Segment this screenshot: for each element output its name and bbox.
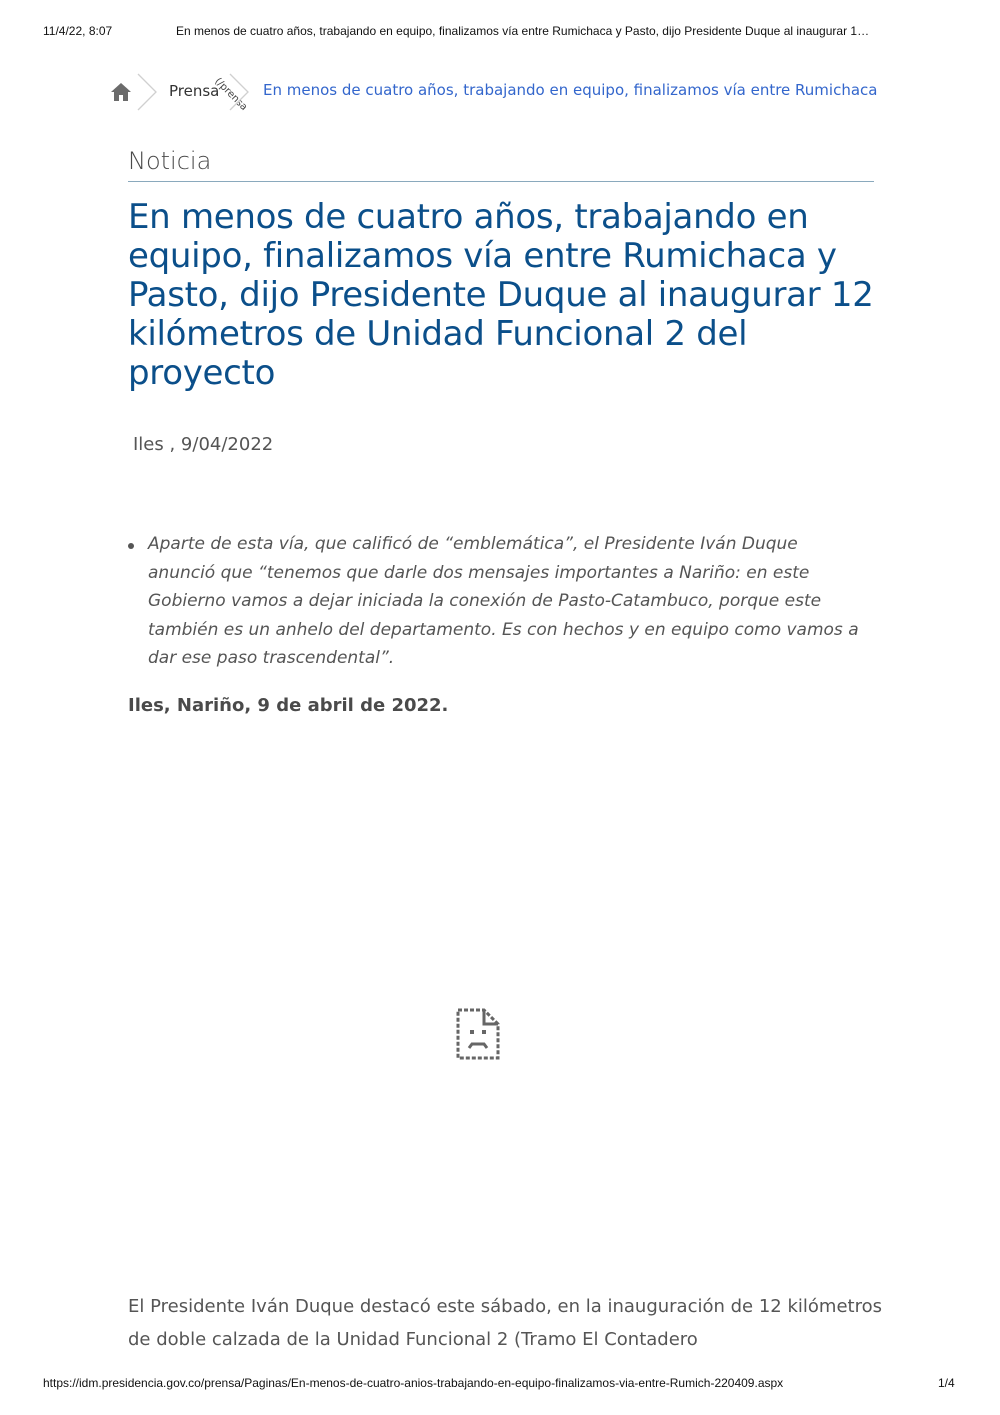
print-header — [0, 0, 1000, 44]
summary-item: Aparte de esta vía, que calificó de “emblemática”, el Presidente Iván Duque anunció que “tenemos que darle dos mensajes importantes a Nariño: en este Gobierno vamos a dejar iniciada la conexión de Pasto-Catambuco, porque este también es un anhelo del departamento. Es con hechos y en equipo como vamos a dar ese paso trascendental”. — [128, 530, 868, 673]
article-headline: En menos de cuatro años, trabajando en equipo, finalizamos vía entre Rumichaca y Pasto, dijo Presidente Duque al inaugurar 12 kilómetros de Unidad Funcional 2 del proyecto — [128, 197, 874, 393]
print-page-title: En menos de cuatro años, trabajando en equipo, finalizamos vía entre Rumichaca y Pasto, dijo Presidente Duque al inaugurar 1… — [176, 24, 870, 38]
breadcrumb-item-current[interactable]: En menos de cuatro años, trabajando en equipo, finalizamos vía entre Rumichaca — [263, 81, 878, 99]
breadcrumb-item-prensa[interactable]: Prensa — [169, 82, 220, 100]
print-page-number: 1/4 — [938, 1376, 955, 1390]
breadcrumb-link-fragment: (/prensa — [212, 76, 250, 114]
article-dateline: Iles, Nariño, 9 de abril de 2022. — [128, 695, 449, 716]
article-body-paragraph: El Presidente Iván Duque destacó este sábado, en la inauguración de 12 kilómetros de doble calzada de la Unidad Funcional 2 (Tramo El Contadero — [128, 1296, 882, 1350]
print-datetime: 11/4/22, 8:07 — [43, 24, 113, 38]
home-icon[interactable] — [110, 82, 132, 102]
article-summary — [128, 530, 868, 673]
broken-image-icon — [456, 1008, 500, 1060]
print-url: https://idm.presidencia.gov.co/prensa/Paginas/En-menos-de-cuatro-anios-trabajando-en-equipo-finalizamos-via-entre-Rumich-220409.aspx — [43, 1376, 784, 1390]
chevron-right-icon — [228, 72, 250, 112]
print-footer — [0, 1376, 1000, 1396]
section-label: Noticia — [128, 147, 212, 175]
article-byline: Iles , 9/04/2022 — [133, 434, 274, 455]
breadcrumb — [108, 72, 898, 112]
chevron-right-icon — [136, 72, 158, 112]
section-divider — [128, 181, 874, 182]
